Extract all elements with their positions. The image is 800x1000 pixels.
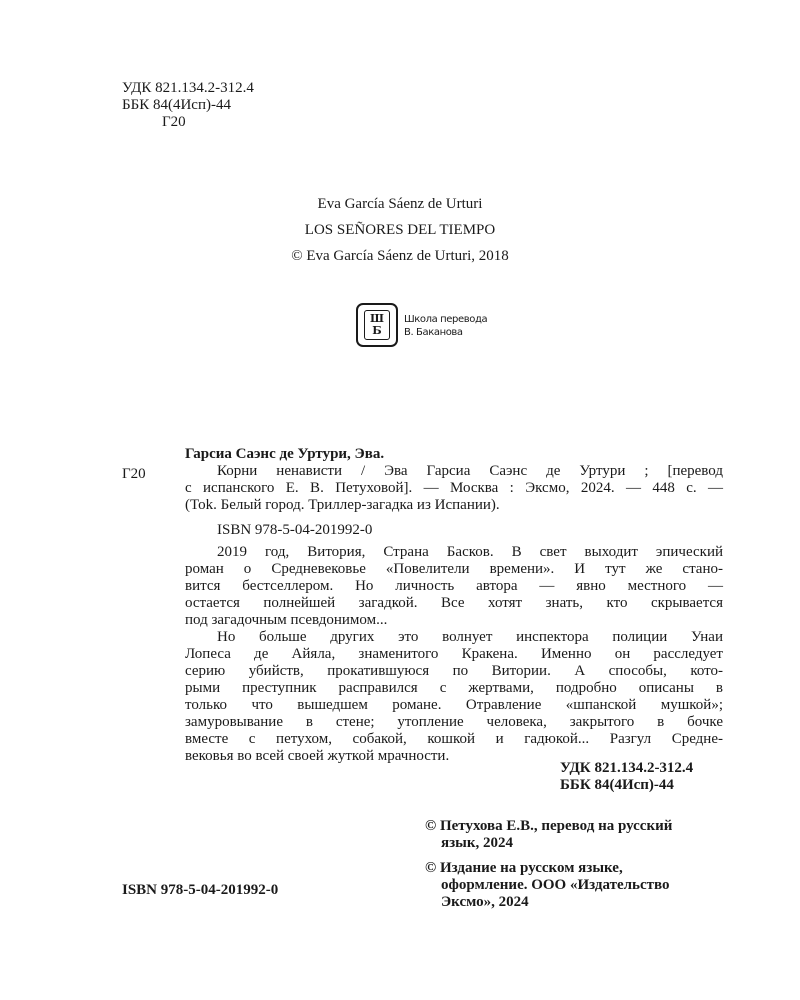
annotation-line: под загадочным псевдонимом... bbox=[185, 612, 388, 628]
bottom-classification-codes bbox=[560, 760, 693, 794]
annotation-line: вековья во всей своей жуткой мрачности. bbox=[185, 748, 450, 764]
logo-monogram bbox=[364, 310, 390, 340]
copyright-line: Эксмо», 2024 bbox=[441, 894, 529, 910]
annotation-line: Лопеса де Айяла, знаменитого Кракена. Именно он расследует bbox=[185, 646, 723, 662]
logo-line-2: В. Баканова bbox=[404, 327, 463, 338]
udk-code: УДК 821.134.2-312.4 bbox=[122, 80, 254, 96]
annotation-line: вится бестселлером. Но личность автора — явно местного — bbox=[185, 578, 723, 594]
copyright-line: © Петухова Е.В., перевод на русский bbox=[425, 818, 673, 834]
catalog-line: Корни ненависти / Эва Гарсиа Саэнс де Уртури ; [перевод bbox=[217, 463, 723, 479]
annotation-line: роман о Средневековье «Повелители времени». И тут же стано- bbox=[185, 561, 723, 577]
original-author: Eva García Sáenz de Urturi bbox=[317, 196, 483, 212]
translation-copyright bbox=[425, 818, 730, 852]
copyright-notices bbox=[425, 818, 730, 919]
annotation-line: 2019 год, Витория, Страна Басков. В свет выходит эпический bbox=[217, 544, 723, 560]
bbk-code-bottom: ББК 84(4Исп)-44 bbox=[560, 777, 674, 793]
edition-copyright bbox=[425, 860, 730, 911]
author-mark: Г20 bbox=[162, 114, 186, 130]
catalog-record bbox=[185, 446, 723, 539]
catalog-line: (Tok. Белый город. Триллер-загадка из Испании). bbox=[185, 497, 500, 513]
annotation-line: вместе с петухом, собакой, кошкой и гадюкой... Разгул Средне- bbox=[185, 731, 723, 747]
logo-frame-icon bbox=[356, 303, 398, 347]
copyright-line: оформление. ООО «Издательство bbox=[441, 877, 670, 893]
logo-line-1: Школа перевода bbox=[404, 314, 488, 325]
annotation-line: серию убийств, прокатившуюся по Витории. А способы, кото- bbox=[185, 663, 723, 679]
annotation-line: рыми преступник расправился с жертвами, подробно описаны в bbox=[185, 680, 723, 696]
isbn-bottom: ISBN 978-5-04-201992-0 bbox=[122, 882, 279, 898]
annotation-line: замуровывание в стене; утопление человека, закрытого в бочке bbox=[185, 714, 723, 730]
logo-monogram-top: Ш bbox=[370, 312, 384, 325]
annotation-line: остается полнейшей загадкой. Все хотят знать, кто скрывается bbox=[185, 595, 723, 611]
catalog-side-mark: Г20 bbox=[122, 466, 146, 482]
top-classification-codes bbox=[122, 80, 254, 131]
original-copyright: © Eva García Sáenz de Urturi, 2018 bbox=[291, 248, 509, 264]
copyright-line: язык, 2024 bbox=[441, 835, 513, 851]
annotation bbox=[185, 544, 723, 765]
copyright-line: © Издание на русском языке, bbox=[425, 860, 623, 876]
annotation-line: только что вышедшем романе. Отравление «шпанской мушкой»; bbox=[185, 697, 723, 713]
original-title: LOS SEÑORES DEL TIEMPO bbox=[304, 222, 496, 238]
bbk-code: ББК 84(4Исп)-44 bbox=[122, 97, 231, 113]
annotation-line: Но больше других это волнует инспектора полиции Унаи bbox=[217, 629, 723, 645]
catalog-isbn: ISBN 978-5-04-201992-0 bbox=[217, 522, 373, 538]
logo-caption bbox=[404, 313, 487, 339]
udk-code-bottom: УДК 821.134.2-312.4 bbox=[560, 760, 694, 776]
catalog-line: с испанского Е. В. Петуховой]. — Москва : Эксмо, 2024. — 448 с. — bbox=[185, 480, 723, 496]
logo-monogram-bottom: Б bbox=[372, 324, 382, 337]
catalog-heading: Гарсиа Саэнс де Уртури, Эва. bbox=[185, 446, 385, 462]
